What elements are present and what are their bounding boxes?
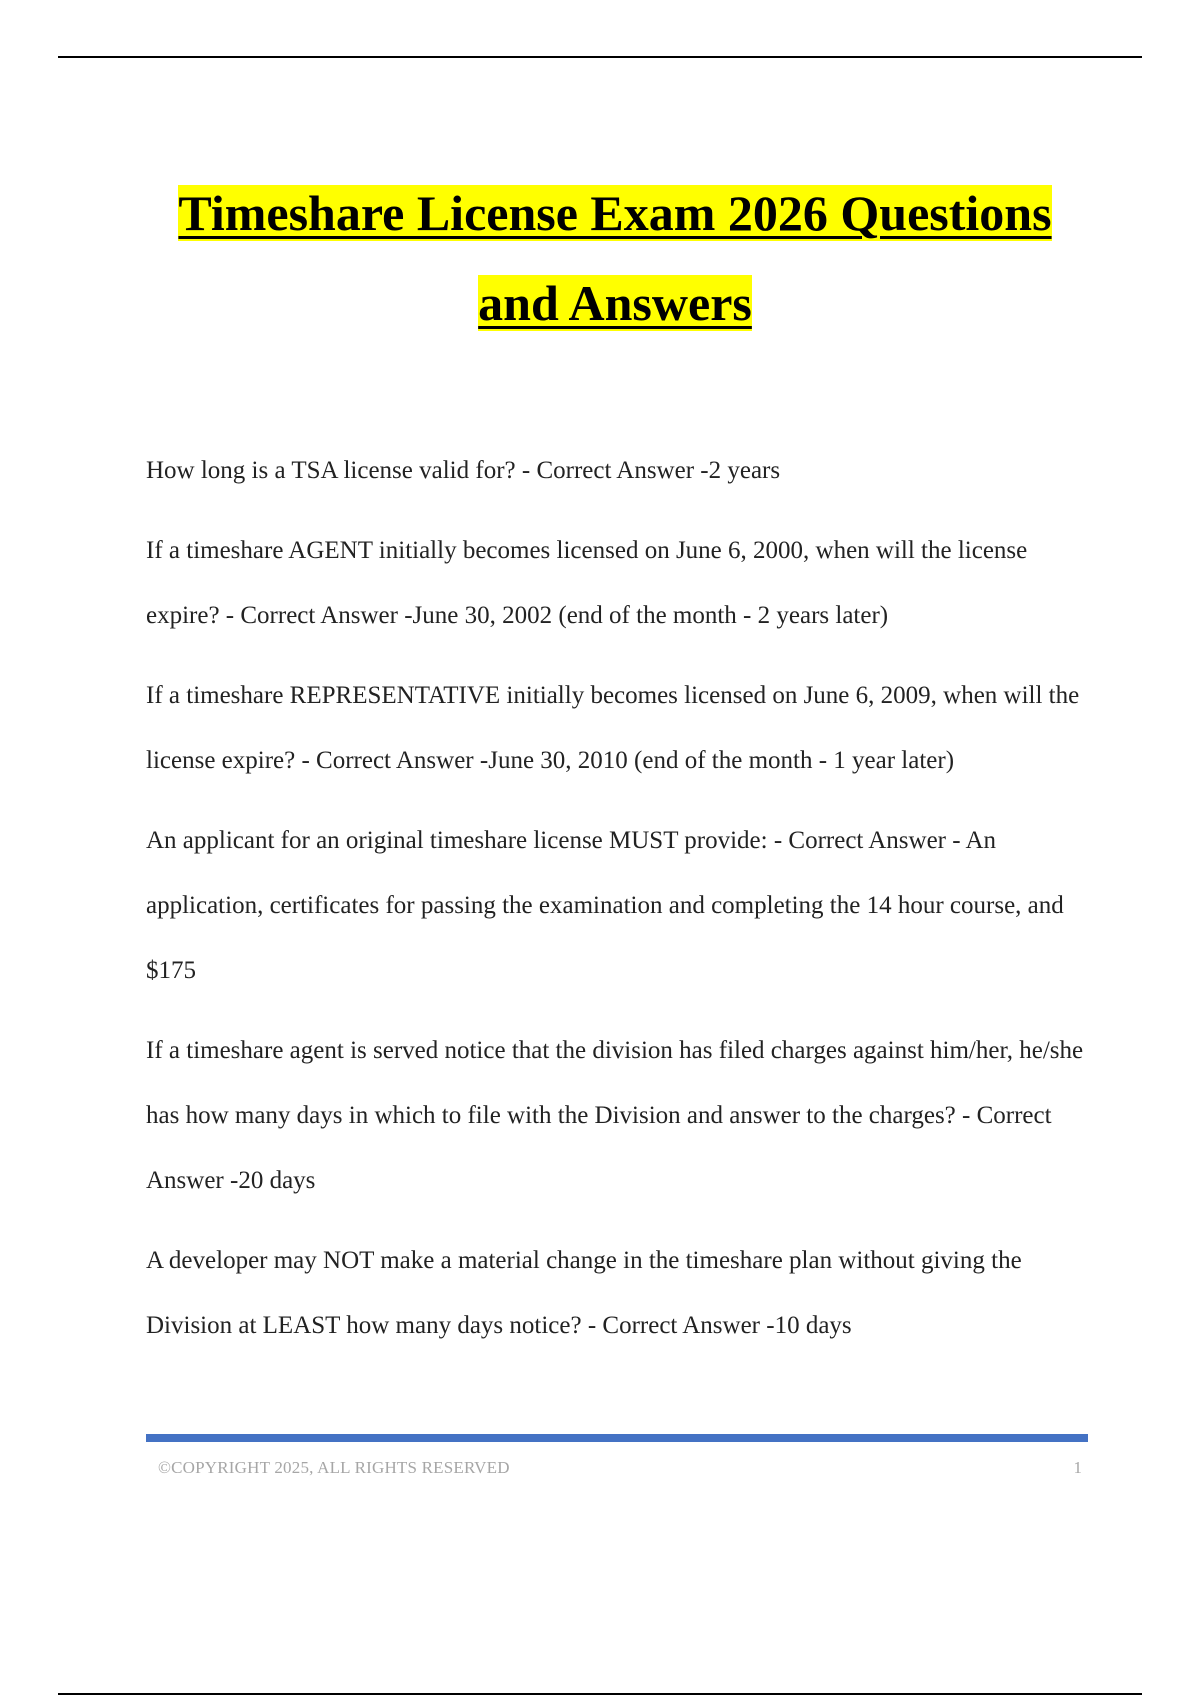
qa-item: An applicant for an original timeshare license MUST provide: - Correct Answer - An application, certificates for passing the examination and completing the 14 hour course, and $175 — [146, 827, 1064, 984]
title-line-2: and Answers — [478, 275, 752, 331]
qa-item: A developer may NOT make a material change in the timeshare plan without giving the Division at LEAST how many days notice? - Correct Answer -10 days — [146, 1247, 1022, 1339]
footer-rule — [146, 1434, 1088, 1442]
page-bottom-rule — [58, 1693, 1142, 1695]
qa-list — [146, 438, 1096, 1373]
qa-item: If a timeshare agent is served notice that the division has filed charges against him/her, he/she has how many days in which to file with the Division and answer to the charges? - Correct Answer -20 days — [146, 1037, 1084, 1194]
qa-item: If a timeshare REPRESENTATIVE initially becomes licensed on June 6, 2009, when will the license expire? - Correct Answer -June 30, 2010 (end of the month - 1 year later) — [146, 682, 1080, 774]
qa-item: If a timeshare AGENT initially becomes licensed on June 6, 2000, when will the license expire? - Correct Answer -June 30, 2002 (end of the month - 2 years later) — [146, 537, 1028, 629]
page-top-rule — [58, 56, 1142, 58]
qa-item: How long is a TSA license valid for? - Correct Answer -2 years — [146, 457, 781, 484]
footer-page-number: 1 — [1073, 1458, 1082, 1477]
footer-copyright: ©COPYRIGHT 2025, ALL RIGHTS RESERVED — [158, 1458, 510, 1477]
title-line-1: Timeshare License Exam 2026 Questions — [178, 185, 1052, 241]
document-title — [90, 168, 1140, 348]
